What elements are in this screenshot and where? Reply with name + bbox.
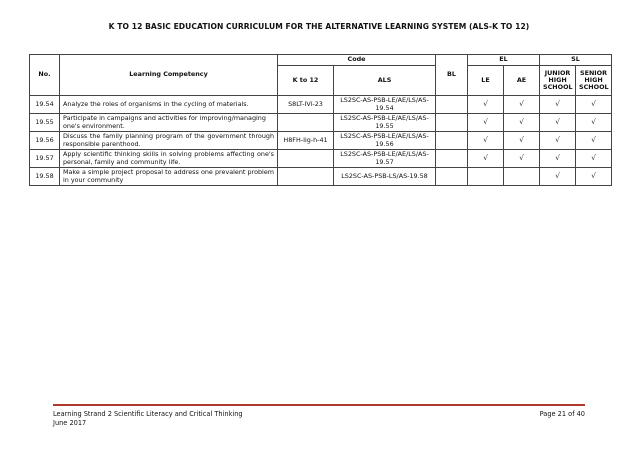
row-le-check: √ xyxy=(468,132,504,150)
row-le-check: √ xyxy=(468,96,504,114)
row-ae-check: √ xyxy=(504,150,540,168)
row-k12-code xyxy=(278,168,334,186)
row-k12-code xyxy=(278,150,334,168)
row-le-check: √ xyxy=(468,114,504,132)
row-ae-check: √ xyxy=(504,96,540,114)
row-shs-check: √ xyxy=(576,114,612,132)
row-number: 19.55 xyxy=(30,114,60,132)
row-competency: Analyze the roles of organisms in the cycling of materials. xyxy=(60,96,278,114)
row-competency: Participate in campaigns and activities for improving/managing one's environment. xyxy=(60,114,278,132)
row-shs-check: √ xyxy=(576,96,612,114)
header-le: LE xyxy=(468,66,504,96)
header-senior-high-school: SENIOR HIGH SCHOOL xyxy=(576,66,612,96)
row-jhs-check: √ xyxy=(540,96,576,114)
footer-divider xyxy=(53,404,585,406)
page-title: K TO 12 BASIC EDUCATION CURRICULUM FOR THE ALTERNATIVE LEARNING SYSTEM (ALS-K TO 12) xyxy=(108,22,530,31)
footer-strand: Learning Strand 2 Scientific Literacy and Critical Thinking xyxy=(53,410,243,418)
row-bl xyxy=(436,150,468,168)
row-competency: Discuss the family planning program of the government through responsible parenthood. xyxy=(60,132,278,150)
row-ae-check: √ xyxy=(504,114,540,132)
row-ae-check xyxy=(504,168,540,186)
header-no: No. xyxy=(30,55,60,96)
row-jhs-check: √ xyxy=(540,132,576,150)
row-jhs-check: √ xyxy=(540,114,576,132)
row-als-code: LS2SC-AS-PSB-LE/AE/LS/AS-19.55 xyxy=(334,114,436,132)
table-row xyxy=(30,168,612,186)
row-number: 19.58 xyxy=(30,168,60,186)
row-bl xyxy=(436,96,468,114)
row-shs-check: √ xyxy=(576,132,612,150)
row-jhs-check: √ xyxy=(540,150,576,168)
footer-page-number: Page 21 of 40 xyxy=(539,410,585,418)
row-ae-check: √ xyxy=(504,132,540,150)
row-number: 19.54 xyxy=(30,96,60,114)
table-row xyxy=(30,96,612,114)
row-bl xyxy=(436,114,468,132)
header-k-to-12: K to 12 xyxy=(278,66,334,96)
row-bl xyxy=(436,132,468,150)
row-k12-code xyxy=(278,114,334,132)
row-competency: Make a simple project proposal to address one prevalent problem in your community xyxy=(60,168,278,186)
footer-left xyxy=(53,410,243,427)
header-learning-competency: Learning Competency xyxy=(60,55,278,96)
header-sl: SL xyxy=(540,55,612,66)
footer-date: June 2017 xyxy=(53,418,87,427)
row-jhs-check: √ xyxy=(540,168,576,186)
header-bl: BL xyxy=(436,55,468,96)
row-number: 19.56 xyxy=(30,132,60,150)
row-le-check: √ xyxy=(468,150,504,168)
row-competency: Apply scientific thinking skills in solving problems affecting one's personal, family and community life. xyxy=(60,150,278,168)
row-als-code: LS2SC-AS-PSB-LS/AS-19.58 xyxy=(334,168,436,186)
header-code: Code xyxy=(278,55,436,66)
row-k12-code: H8FH-Iig-h-41 xyxy=(278,132,334,150)
header-ae: AE xyxy=(504,66,540,96)
row-als-code: LS2SC-AS-PSB-LE/AE/LS/AS-19.57 xyxy=(334,150,436,168)
curriculum-table xyxy=(29,54,612,186)
row-shs-check: √ xyxy=(576,168,612,186)
row-le-check xyxy=(468,168,504,186)
row-k12-code: S8LT-IVi-23 xyxy=(278,96,334,114)
row-bl xyxy=(436,168,468,186)
row-shs-check: √ xyxy=(576,150,612,168)
row-number: 19.57 xyxy=(30,150,60,168)
header-junior-high-school: JUNIOR HIGH SCHOOL xyxy=(540,66,576,96)
table-row xyxy=(30,114,612,132)
header-als: ALS xyxy=(334,66,436,96)
row-als-code: LS2SC-AS-PSB-LE/AE/LS/AS-19.56 xyxy=(334,132,436,150)
table-row xyxy=(30,132,612,150)
header-el: EL xyxy=(468,55,540,66)
table-row xyxy=(30,150,612,168)
row-als-code: LS2SC-AS-PSB-LE/AE/LS/AS-19.54 xyxy=(334,96,436,114)
